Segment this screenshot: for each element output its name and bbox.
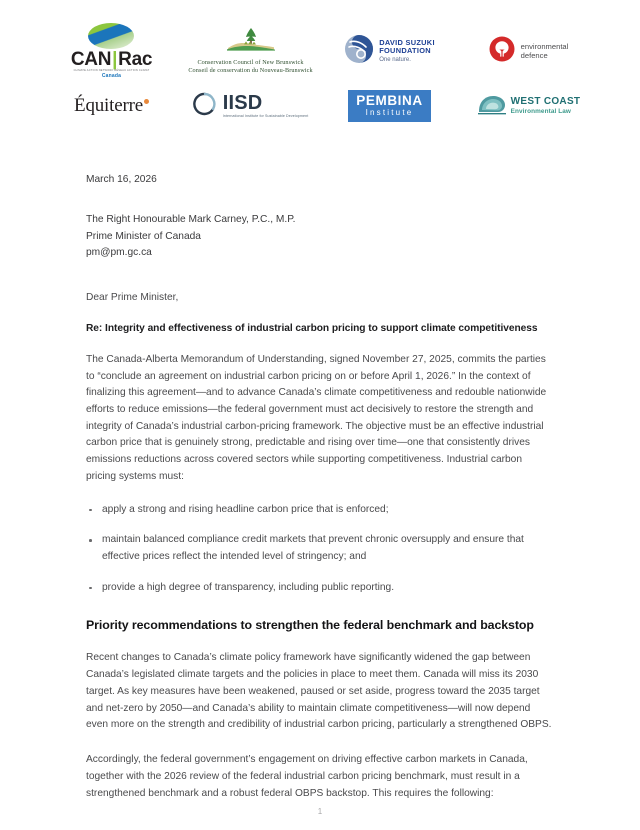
logo-row-second	[42, 82, 598, 130]
addressee-email[interactable]: pm@pm.gc.ca	[86, 247, 152, 259]
logo-row-first	[42, 22, 598, 80]
logo-david-suzuki-foundation	[320, 22, 459, 80]
addressee-name: The Right Honourable Mark Carney, P.C., M.P.	[86, 214, 296, 226]
west-coast-wave-icon	[477, 93, 507, 120]
logo-environmental-defence	[459, 22, 598, 80]
salutation: Dear Prime Minister,	[86, 291, 179, 303]
can-rac-wordmark	[71, 50, 152, 69]
ccnb-name-english: Conservation Council of New Brunswick	[197, 59, 304, 67]
iisd-circle-icon	[193, 92, 217, 121]
environmental-defence-line1: environmental	[520, 41, 569, 51]
list-item: provide a high degree of transparency, including public reporting.	[86, 580, 554, 597]
logo-can-rac-canada	[42, 22, 181, 80]
paragraph-three: Accordingly, the federal government’s engagement on driving effective carbon markets in Canada, together with the 2026 review of the federal industrial carbon pricing benchmark, must result in a strengthened benchmark and a robust federal OBPS backstop. This requires the following:	[86, 754, 528, 799]
wcel-line1: WEST COAST	[510, 96, 581, 108]
paragraph-two: Recent changes to Canada’s climate policy framework have significantly widened the gap between Canada’s legislated climate targets and the policies in place to meet them. Canada will miss its 2030 target. As key measures have been weakened, paused or set aside, progress toward the 2035 target and net-zero by 2050—and Canada’s ability to maintain climate competitiveness—will now depend even more on the strength and credibility of industrial carbon pricing, particularly a strengthened OBPS.	[86, 652, 552, 731]
organization-logo-header	[0, 0, 640, 130]
letter-body	[0, 172, 640, 802]
david-suzuki-wave-circle-icon	[344, 34, 374, 69]
pembina-line2: Institute	[365, 107, 414, 117]
equiterre-wordmark	[74, 95, 149, 117]
page-number: 1	[317, 807, 323, 816]
logo-pembina-institute	[320, 82, 459, 130]
logo-equiterre	[42, 82, 181, 130]
equiterre-word: Équiterre	[74, 95, 143, 116]
iisd-subtitle: International Institute for Sustainable Development	[222, 114, 309, 119]
ccnb-tree-landscape-icon	[224, 27, 278, 57]
logo-conservation-council-new-brunswick	[181, 22, 320, 80]
requirements-bullet-list	[86, 502, 554, 597]
dsf-tagline: One nature.	[379, 56, 411, 63]
can-rac-globe-icon	[88, 23, 134, 49]
addressee-title: Prime Minister of Canada	[86, 230, 201, 242]
ccnb-name-french: Conseil de conservation du Nouveau-Brunswick	[188, 67, 313, 74]
addressee-block	[86, 212, 554, 262]
can-rac-word-can: CAN	[70, 48, 112, 70]
dsf-name-line2: FOUNDATION	[379, 46, 431, 56]
subject-line: Re: Integrity and effectiveness of industrial carbon pricing to support climate competitiveness	[86, 322, 538, 334]
logo-iisd	[181, 82, 320, 130]
can-rac-country: Canada	[101, 73, 122, 80]
wcel-line2: Environmental Law	[510, 108, 571, 116]
pembina-line1: PEMBINA	[356, 92, 423, 108]
can-rac-word-rac: Rac	[118, 48, 153, 70]
can-rac-tagline: CLIMATE ACTION NETWORK RÉSEAU ACTION CLIMAT	[73, 68, 150, 72]
letter-date: March 16, 2026	[86, 174, 157, 185]
environmental-defence-tree-circle-icon	[489, 36, 515, 67]
equiterre-dot-icon	[144, 99, 149, 104]
logo-west-coast-environmental-law	[459, 82, 598, 130]
list-item: maintain balanced compliance credit markets that prevent chronic oversupply and ensure that effective prices reflect the intended level of stringency; and	[86, 532, 554, 565]
iisd-wordmark: IISD	[222, 92, 263, 115]
dsf-name-line1: DAVID SUZUKI	[379, 37, 435, 47]
list-item: apply a strong and rising headline carbon price that is enforced;	[86, 502, 554, 519]
paragraph-one: The Canada-Alberta Memorandum of Understanding, signed November 27, 2025, commits the parties to “conclude an agreement on industrial carbon pricing on or before April 1, 2026.” In the context of finalizing this agreement—and to advance Canada’s climate competitiveness and redouble nationwide efforts to reduce emissions—the federal government must act decisively to restore the strength and integrity of Canada’s industrial carbon-pricing framework. The objective must be an effective industrial carbon price that is genuinely strong, predictable and rising over time—one that consistently drives emissions reductions across covered sectors while supporting competitiveness. Industrial carbon pricing systems must:	[86, 353, 547, 482]
environmental-defence-line2: defence	[520, 51, 548, 60]
can-rac-separator: |	[112, 48, 118, 70]
section-heading: Priority recommendations to strengthen the federal benchmark and backstop	[86, 618, 534, 633]
